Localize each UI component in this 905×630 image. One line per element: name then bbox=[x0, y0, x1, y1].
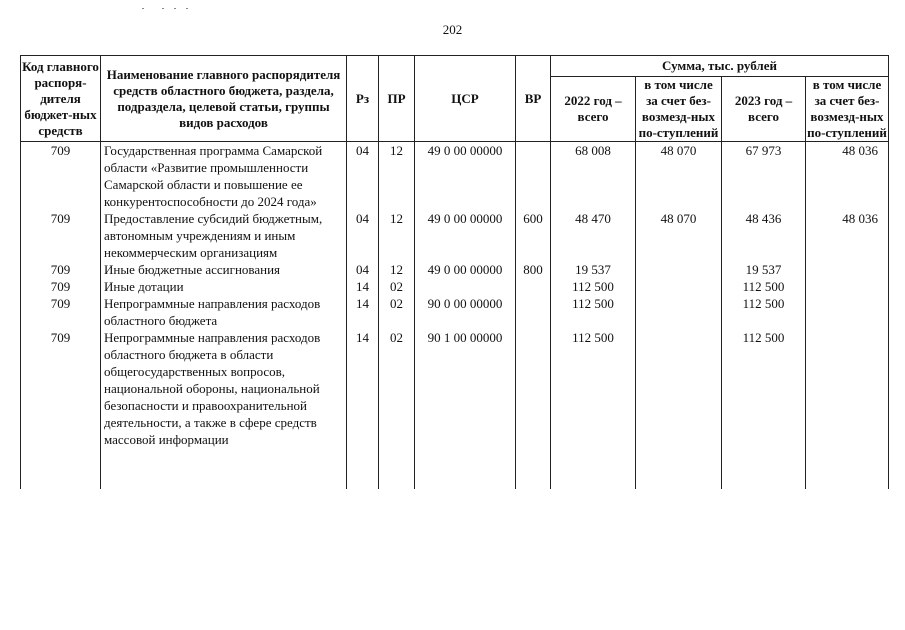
cell-code: 709 bbox=[21, 210, 101, 261]
cell-name: Непрограммные направления расходов областного бюджета в области общегосударственных вопросов, национальной обороны, национальной безопасности и правоохранительной деятельности, а также в сфере средств массовой информации bbox=[101, 329, 347, 489]
cell-2022-incl: 48 070 bbox=[636, 142, 722, 211]
table-row bbox=[21, 261, 889, 278]
cell-2023-incl: 48 036 bbox=[806, 142, 889, 211]
cell-2023-incl bbox=[806, 295, 889, 329]
header-2023-incl: в том числе за счет без-возмезд-ных по-ступлений bbox=[807, 77, 887, 140]
cell-vr bbox=[516, 142, 551, 211]
cell-rz: 04 bbox=[347, 261, 379, 278]
cell-rz: 04 bbox=[347, 142, 379, 211]
table-row bbox=[21, 329, 889, 489]
cell-2022-total: 112 500 bbox=[551, 329, 636, 489]
cell-pr: 02 bbox=[379, 329, 415, 489]
cell-csr: 90 0 00 00000 bbox=[415, 295, 516, 329]
cell-2023-total: 48 436 bbox=[722, 210, 806, 261]
cell-name: Предоставление субсидий бюджетным, автономным учреждениям и иным некоммерческим организациям bbox=[101, 210, 347, 261]
cell-2022-incl bbox=[636, 261, 722, 278]
table-row bbox=[21, 210, 889, 261]
cell-csr: 49 0 00 00000 bbox=[415, 142, 516, 211]
cell-code: 709 bbox=[21, 142, 101, 211]
header-rz: Рз bbox=[347, 56, 379, 142]
cell-2022-incl bbox=[636, 329, 722, 489]
cell-2023-incl bbox=[806, 278, 889, 295]
cell-name: Непрограммные направления расходов областного бюджета bbox=[101, 295, 347, 329]
header-2022-incl: в том числе за счет без-возмезд-ных по-ступлений bbox=[636, 77, 722, 142]
page-number: 202 bbox=[442, 22, 463, 37]
cell-2023-total: 19 537 bbox=[722, 261, 806, 278]
cell-vr bbox=[516, 278, 551, 295]
table-body bbox=[21, 142, 889, 490]
cell-2023-total: 112 500 bbox=[722, 329, 806, 489]
cell-2022-total: 112 500 bbox=[551, 278, 636, 295]
cell-2023-incl bbox=[806, 329, 889, 489]
cell-code: 709 bbox=[21, 295, 101, 329]
budget-table bbox=[20, 55, 889, 489]
cell-pr: 12 bbox=[379, 142, 415, 211]
header-pr: ПР bbox=[379, 56, 415, 142]
cell-rz: 14 bbox=[347, 329, 379, 489]
cell-2023-incl bbox=[806, 261, 889, 278]
cell-2023-total: 112 500 bbox=[722, 295, 806, 329]
cell-2022-incl: 48 070 bbox=[636, 210, 722, 261]
cell-2022-total: 68 008 bbox=[551, 142, 636, 211]
header-2022-total: 2022 год – всего bbox=[551, 77, 636, 142]
header-sum: Сумма, тыс. рублей bbox=[551, 56, 889, 77]
header-2023-total: 2023 год – всего bbox=[722, 77, 806, 142]
cell-name: Иные дотации bbox=[101, 278, 347, 295]
cell-2022-incl bbox=[636, 295, 722, 329]
scan-specks bbox=[140, 6, 200, 12]
cell-vr: 800 bbox=[516, 261, 551, 278]
table-row bbox=[21, 142, 889, 211]
cell-rz: 04 bbox=[347, 210, 379, 261]
cell-rz: 14 bbox=[347, 295, 379, 329]
cell-pr: 12 bbox=[379, 261, 415, 278]
table-row bbox=[21, 295, 889, 329]
cell-vr bbox=[516, 329, 551, 489]
cell-name: Иные бюджетные ассигнования bbox=[101, 261, 347, 278]
cell-vr: 600 bbox=[516, 210, 551, 261]
cell-csr bbox=[415, 278, 516, 295]
cell-2022-total: 48 470 bbox=[551, 210, 636, 261]
cell-rz: 14 bbox=[347, 278, 379, 295]
cell-2022-incl bbox=[636, 278, 722, 295]
cell-pr: 02 bbox=[379, 295, 415, 329]
header-code: Код главного распоря-дителя бюджет-ных средств bbox=[21, 56, 101, 142]
cell-code: 709 bbox=[21, 329, 101, 489]
cell-pr: 12 bbox=[379, 210, 415, 261]
cell-code: 709 bbox=[21, 278, 101, 295]
cell-csr: 49 0 00 00000 bbox=[415, 261, 516, 278]
header-csr: ЦСР bbox=[415, 56, 516, 142]
cell-csr: 49 0 00 00000 bbox=[415, 210, 516, 261]
cell-2022-total: 19 537 bbox=[551, 261, 636, 278]
cell-csr: 90 1 00 00000 bbox=[415, 329, 516, 489]
header-name: Наименование главного распорядителя средств областного бюджета, раздела, подраздела, целевой статьи, группы видов расходов bbox=[101, 56, 347, 142]
cell-pr: 02 bbox=[379, 278, 415, 295]
header-vr: ВР bbox=[516, 56, 551, 142]
cell-code: 709 bbox=[21, 261, 101, 278]
cell-name: Государственная программа Самарской области «Развитие промышленности Самарской области и повышение ее конкурентоспособности до 2024 года» bbox=[101, 142, 347, 211]
cell-2023-total: 112 500 bbox=[722, 278, 806, 295]
table-row bbox=[21, 278, 889, 295]
cell-2022-total: 112 500 bbox=[551, 295, 636, 329]
cell-vr bbox=[516, 295, 551, 329]
cell-2023-total: 67 973 bbox=[722, 142, 806, 211]
cell-2023-incl: 48 036 bbox=[806, 210, 889, 261]
table-header bbox=[21, 56, 889, 142]
